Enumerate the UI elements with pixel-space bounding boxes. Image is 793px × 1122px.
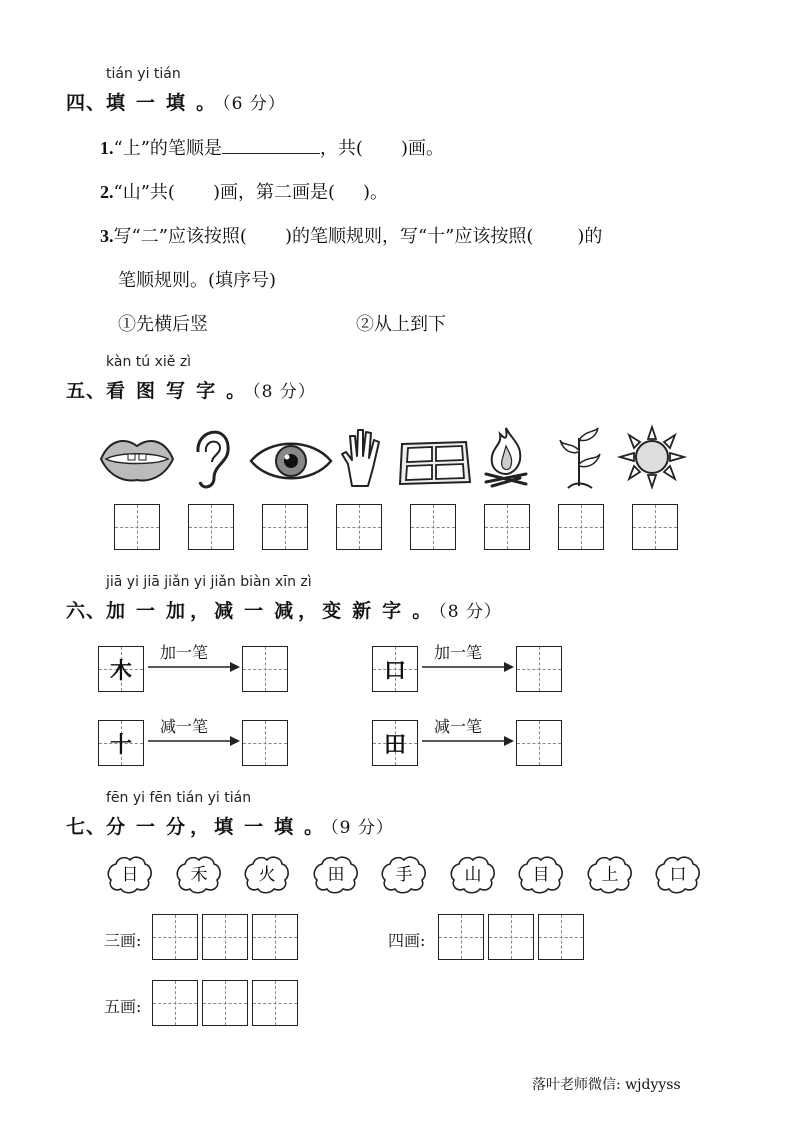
q2-number: 2. xyxy=(100,182,114,202)
section6-title-char: 减 xyxy=(214,600,235,622)
section4-title-char: 一 xyxy=(136,92,157,114)
eye-icon xyxy=(248,436,334,486)
section7-title-char: 填 xyxy=(274,816,295,838)
source-char: 木 xyxy=(109,657,132,684)
cloud-char-text: 山 xyxy=(464,865,481,885)
arrow-icon xyxy=(422,734,514,748)
section7-heading xyxy=(66,812,394,839)
section6-points: （8 分） xyxy=(438,602,502,622)
section6-title-char: 加 xyxy=(166,600,187,622)
section6-title-end: 。 xyxy=(412,600,433,622)
source-char: 田 xyxy=(383,731,406,758)
section5-title-char: 看 xyxy=(106,380,127,402)
section7-title-char: ， xyxy=(190,816,211,838)
arrow-icon xyxy=(148,734,240,748)
source-char: 十 xyxy=(109,731,132,758)
section6-title-char: 字 xyxy=(382,600,403,622)
section4-pinyin: tián yi tián xyxy=(106,66,181,82)
section5-title-char: 图 xyxy=(136,380,157,402)
operation-label: 减一笔 xyxy=(160,717,209,736)
operation-label: 加一笔 xyxy=(160,643,209,662)
field-icon xyxy=(396,438,472,488)
section7-title-char: 填 xyxy=(214,816,235,838)
answer-box[interactable] xyxy=(202,914,248,960)
cloud-char-text: 火 xyxy=(258,865,276,885)
sprout-icon xyxy=(556,424,602,490)
source-char: 口 xyxy=(383,657,406,684)
q3-text-b: )的笔顺规则，写“十”应该按照( xyxy=(284,226,534,247)
answer-box[interactable] xyxy=(152,980,198,1026)
answer-box[interactable] xyxy=(484,504,530,550)
cloud-char xyxy=(654,854,702,894)
cloud-char xyxy=(243,854,291,894)
q1-text-b: ，共( xyxy=(319,138,363,159)
fire-icon xyxy=(482,424,530,490)
sun-icon xyxy=(616,424,688,490)
source-char-box xyxy=(372,646,418,692)
section7-title-char: 一 xyxy=(136,816,157,838)
section4-title-char: 填 xyxy=(166,92,187,114)
section6-pinyin: jiā yi jiā jiǎn yi jiǎn biàn xīn zì xyxy=(106,574,312,590)
section7-title-char: 分 xyxy=(106,816,127,838)
answer-box[interactable] xyxy=(632,504,678,550)
q3-line-2: 笔顺规则。(填序号) xyxy=(118,270,277,291)
answer-box[interactable] xyxy=(152,914,198,960)
q1-number: 1. xyxy=(100,138,114,158)
q2-text-a: “山”共( xyxy=(113,182,175,203)
section7-pinyin: fēn yi fēn tián yi tián xyxy=(106,790,252,806)
section6-title-char: ， xyxy=(190,600,211,622)
ear-icon xyxy=(188,422,234,492)
section7-title-char: 一 xyxy=(244,816,265,838)
q3-text-c: )的 xyxy=(577,226,603,247)
section5-title-char: 字 xyxy=(196,380,217,402)
q1-text-c: )画。 xyxy=(400,138,444,159)
answer-box[interactable] xyxy=(252,980,298,1026)
answer-box[interactable] xyxy=(114,504,160,550)
footer-contact: 落叶老师微信: wjdyyss xyxy=(532,1077,681,1093)
label-four-strokes: 四画: xyxy=(388,931,426,950)
mouth-icon xyxy=(98,432,176,486)
cloud-char xyxy=(380,854,428,894)
cloud-char-text: 目 xyxy=(532,865,550,885)
section4-title-char: 填 xyxy=(106,92,127,114)
section4-question-2 xyxy=(100,178,388,204)
section4-question-1 xyxy=(100,134,444,160)
q2-text-c: )。 xyxy=(362,182,389,203)
cloud-char-text: 上 xyxy=(601,865,618,885)
section6-title-char: 变 xyxy=(322,600,343,622)
section4-points: （6 分） xyxy=(222,94,286,114)
answer-box[interactable] xyxy=(202,980,248,1026)
section6-title-char: 一 xyxy=(136,600,157,622)
answer-box[interactable] xyxy=(488,914,534,960)
source-char-box xyxy=(98,720,144,766)
hand-icon xyxy=(338,424,384,490)
section4-heading xyxy=(66,88,286,115)
answer-box[interactable] xyxy=(242,646,288,692)
q2-text-b: )画，第二画是( xyxy=(212,182,335,203)
arrow-icon xyxy=(148,660,240,674)
cloud-char xyxy=(175,854,223,894)
label-three-strokes: 三画: xyxy=(104,931,142,950)
answer-box[interactable] xyxy=(438,914,484,960)
answer-box[interactable] xyxy=(242,720,288,766)
q3-number: 3. xyxy=(100,226,114,246)
answer-box[interactable] xyxy=(516,646,562,692)
answer-box[interactable] xyxy=(558,504,604,550)
label-five-strokes: 五画: xyxy=(104,997,142,1016)
q3-text-a: 写“二”应该按照( xyxy=(113,226,247,247)
section7-points: （9 分） xyxy=(330,818,394,838)
cloud-char xyxy=(106,854,154,894)
cloud-char-text: 日 xyxy=(121,865,139,885)
section6-heading xyxy=(66,596,502,623)
cloud-char xyxy=(517,854,565,894)
section4-title-end: 。 xyxy=(196,92,217,114)
section4-question-3 xyxy=(100,222,602,248)
section6-title-char: ， xyxy=(298,600,319,622)
operation-label: 加一笔 xyxy=(434,643,483,662)
cloud-char-text: 手 xyxy=(395,865,413,885)
section5-title-char: 写 xyxy=(166,380,187,402)
section7-title-char: 分 xyxy=(166,816,187,838)
cloud-char-text: 禾 xyxy=(190,865,207,885)
section4-number: 四、 xyxy=(66,92,107,114)
section6-title-char: 新 xyxy=(352,600,373,622)
section5-pinyin: kàn tú xiě zì xyxy=(106,354,192,370)
source-char-box xyxy=(372,720,418,766)
answer-box[interactable] xyxy=(252,914,298,960)
option-2: ②从上到下 xyxy=(356,314,446,335)
section7-title-end: 。 xyxy=(304,816,325,838)
section5-number: 五、 xyxy=(66,380,107,402)
section6-title-char: 一 xyxy=(244,600,265,622)
operation-label: 减一笔 xyxy=(434,717,483,736)
section6-title-char: 加 xyxy=(106,600,127,622)
q1-answer-line[interactable] xyxy=(222,139,320,154)
answer-box[interactable] xyxy=(336,504,382,550)
answer-box[interactable] xyxy=(262,504,308,550)
cloud-char xyxy=(312,854,360,894)
section6-number: 六、 xyxy=(66,600,107,622)
arrow-icon xyxy=(422,660,514,674)
section5-title-end: 。 xyxy=(226,380,247,402)
cloud-char xyxy=(586,854,634,894)
section7-number: 七、 xyxy=(66,816,107,838)
answer-box[interactable] xyxy=(410,504,456,550)
answer-box[interactable] xyxy=(188,504,234,550)
option-1: ①先横后竖 xyxy=(118,314,208,335)
section5-points: （8 分） xyxy=(252,382,316,402)
q1-text-a: “上”的笔顺是 xyxy=(113,138,222,159)
section5-heading xyxy=(66,376,316,403)
cloud-char-text: 田 xyxy=(327,865,344,885)
section6-title-char: 减 xyxy=(274,600,295,622)
answer-box[interactable] xyxy=(516,720,562,766)
answer-box[interactable] xyxy=(538,914,584,960)
cloud-char xyxy=(449,854,497,894)
cloud-char-text: 口 xyxy=(669,865,687,885)
source-char-box xyxy=(98,646,144,692)
